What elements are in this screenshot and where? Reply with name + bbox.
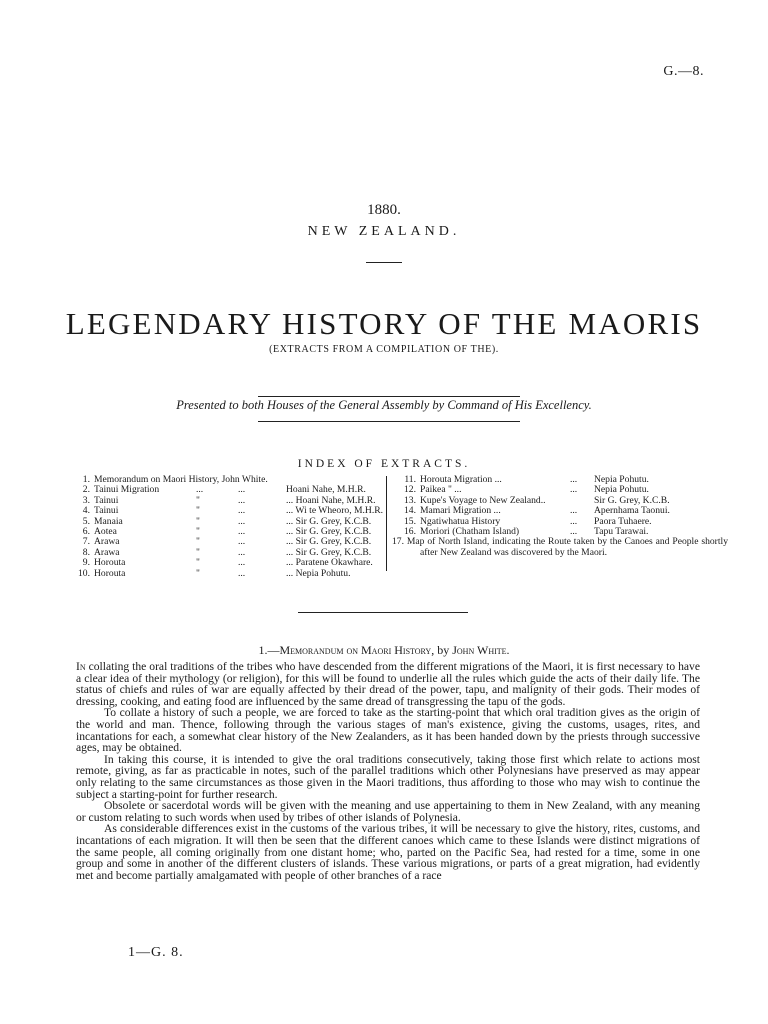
entry-author: Apernhama Taonui. (594, 505, 670, 517)
index-left-column (66, 475, 386, 579)
entry-number: 12. (404, 484, 416, 496)
memo-number: 1.— (258, 643, 280, 657)
entry-dots: ... (238, 525, 246, 537)
country-heading: NEW ZEALAND. (307, 224, 461, 239)
memo-title: Memorandum on Maori History, (279, 643, 435, 657)
rule-below-presented (258, 421, 520, 422)
entry-title: Horouta (94, 557, 126, 569)
paragraph-4: Obsolete or sacerdotal words will be given with the meaning and use appertaining to them in New Zealand, with any meaning or custom relating to such words when used by tribes of other islands of Polynesia. (76, 799, 700, 824)
entry-number: 2. (82, 484, 90, 496)
entry-mark: " (196, 557, 200, 569)
paragraph-5: As considerable differences exist in the customs of the various tribes, it will be necessary to give the history, rites, customs, and incantations of each migration. It will then be seen that the different canoes which came to these Islands were distinct migrations of the same people, all coming originally from one distant home; who, parted on the Pacific Sea, had rested for a time, some in one group and some in another of the different clusters of islands. These various migrations, or parts of a great migration, had evidently met and become partially amalgamated with people of other branches of a race (76, 822, 700, 882)
main-title: LEGENDARY HISTORY OF THE MAORIS (65, 306, 703, 341)
entry-mark: " (196, 494, 200, 506)
entry-author: ... Sir G. Grey, K.C.B. (286, 546, 372, 558)
entry-title: Arawa (94, 546, 120, 558)
entry-author: ... Hoani Nahe, M.H.R. (286, 494, 376, 506)
entry-title: Mamari Migration ... (420, 505, 501, 517)
entry-dots: ... (238, 484, 246, 496)
entry-dots: ... (570, 505, 578, 517)
entry-author: ... Sir G. Grey, K.C.B. (286, 515, 372, 527)
index-column-divider (386, 476, 387, 571)
entry-title: Ngatiwhatua History (420, 515, 501, 527)
entry-dots: ... (238, 567, 246, 579)
signature-mark: 1—G. 8. (128, 945, 184, 960)
entry-author: Nepia Pohutu. (594, 484, 649, 496)
entry-author: Sir G. Grey, K.C.B. (594, 494, 670, 506)
entry-mark: " (196, 525, 200, 537)
memo-author: John White. (452, 643, 510, 657)
entry-number: 8. (82, 546, 90, 558)
entry-title: Manaia (94, 515, 123, 527)
entry-number: 4. (82, 505, 90, 517)
memo-body (76, 661, 700, 881)
entry-number: 3. (82, 494, 90, 506)
entry-author: Tapu Tarawai. (594, 525, 649, 537)
index-title: INDEX OF EXTRACTS. (297, 458, 471, 470)
entry-author: Paora Tuhaere. (594, 515, 652, 527)
entry-author: Nepia Pohutu. (594, 474, 649, 485)
entry-title: Horouta (94, 567, 126, 579)
entry-number: 15. (404, 515, 416, 527)
entry-mark: " (196, 515, 200, 527)
entry-number: 16. (404, 525, 416, 537)
index-entry (392, 506, 704, 516)
entry-mark: " (196, 546, 200, 558)
entry-mark: " (196, 536, 200, 548)
index-entry-map: 17. Map of North Island, indicating the Route taken by the Canoes and People shortly after New Zealand was discovered by the Maori. (392, 536, 728, 558)
short-rule (366, 262, 402, 263)
first-word: In (76, 660, 86, 673)
entry-title: Tainui (94, 505, 119, 517)
entry-number: 1. (82, 474, 90, 485)
index-entry (66, 569, 386, 579)
memo-heading (0, 643, 768, 658)
index-entry (66, 506, 386, 516)
entry-title: Paikea " ... (420, 484, 462, 496)
entry-author: ... Sir G. Grey, K.C.B. (286, 525, 372, 537)
entry-mark: " (196, 505, 200, 517)
entry-number: 11. (404, 474, 416, 485)
presented-line: Presented to both Houses of the General Assembly by Command of His Excellency. (176, 398, 592, 412)
entry-title: Memorandum on Maori History, (94, 474, 220, 485)
entry-author: John White. (221, 474, 268, 485)
entry-title: Aotea (94, 525, 117, 537)
subtitle: (EXTRACTS FROM A COMPILATION OF THE). (269, 344, 499, 355)
paper-reference: G.—8. (663, 64, 704, 79)
entry-title: Arawa (94, 536, 120, 548)
paragraph-1-text: collating the oral traditions of the tribes who have descended from the different migrations of the Maori, it is first necessary to have a clear idea of their mythology (or religion), for this will be found to underlie all the rules which guide the acts of their daily life. The status of chiefs and rules of war are equally affected by their dread of the power, tapu, and malignity of their gods. Their modes of dressing, cooking, and eating food are influenced by the same dread of transgressing the tapu of the gods. (76, 660, 700, 708)
paragraph-1 (76, 661, 700, 707)
entry-dots: ... (238, 515, 246, 527)
entry-dots: ... (238, 494, 246, 506)
rule-above-presented (258, 396, 520, 397)
index-entry (66, 558, 386, 568)
entry-number: 7. (82, 536, 90, 548)
entry-number: 10. (78, 567, 90, 579)
entry-dots: ... (570, 474, 578, 485)
paragraph-3: In taking this course, it is intended to give the oral traditions consecutively, taking those first which relate to actions most remote, giving, as far as practicable in notes, such of the parallel traditions which other Polynesians have preserved as may appear only relating to the same circumstances as those given in the Maori traditions, thus affording to those who may wish to continue the subject a starting-point for further research. (76, 752, 700, 801)
index-right-column (392, 474, 728, 558)
entry-title: Kupe's Voyage to New Zealand.. (420, 494, 546, 506)
paragraph-2: To collate a history of such a people, we are forced to take as the starting-point that which oral tradition gives as the origin of the world and man. Thence, following through the various stages of man's existence, giving the customs, usages, rites, and incantations for each, a somewhat clear history of the New Zealanders, as it has been handed down by the priests through successive ages, may be obtained. (76, 706, 700, 755)
entry-dots: ... (238, 505, 246, 517)
entry-title: Horouta Migration ... (420, 474, 502, 485)
section-rule (298, 612, 468, 613)
entry-author: ... Paratene Okawhare. (286, 557, 373, 569)
entry-author: ... Sir G. Grey, K.C.B. (286, 536, 372, 548)
entry-mark: ... (196, 484, 204, 496)
entry-mark: " (196, 567, 200, 579)
entry-dots: ... (570, 484, 578, 496)
entry-dots: ... (570, 515, 578, 527)
entry-title: Tainui Migration (94, 484, 160, 496)
memo-by: by (434, 643, 453, 657)
entry-dots: ... (570, 525, 578, 537)
entry-number: 14. (404, 505, 416, 517)
entry-dots: ... (238, 546, 246, 558)
entry-title: Tainui (94, 494, 119, 506)
entry-author: ... Nepia Pohutu. (286, 567, 351, 579)
entry-title: Moriori (Chatham Island) (420, 525, 520, 537)
entry-number: 13. (404, 494, 416, 506)
entry-author: Hoani Nahe, M.H.R. (286, 484, 366, 496)
entry-author: ... Wi te Wheoro, M.H.R. (286, 505, 384, 517)
entry-number: 5. (82, 515, 90, 527)
entry-number: 9. (82, 557, 90, 569)
entry-dots: ... (238, 557, 246, 569)
entry-dots: ... (238, 536, 246, 548)
year: 1880. (367, 202, 401, 218)
entry-number: 6. (82, 525, 90, 537)
